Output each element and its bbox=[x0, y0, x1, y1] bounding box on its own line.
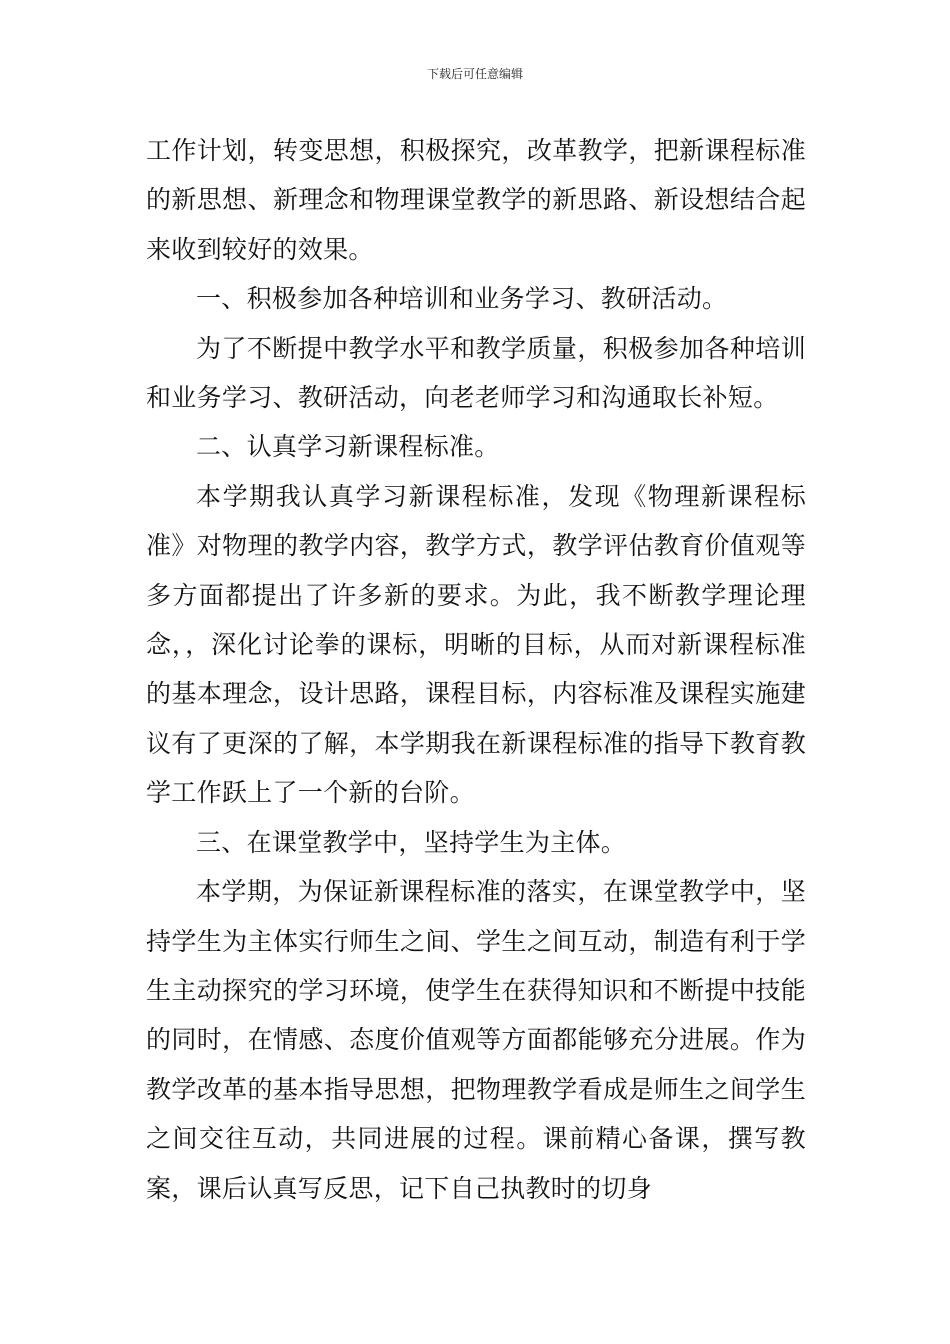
paragraph-training: 为了不断提中教学水平和教学质量，积极参加各种培训和业务学习、教研活动，向老老师学习和沟通取长补短。 bbox=[146, 333, 806, 413]
section-heading-2: 二、认真学习新课程标准。 bbox=[196, 432, 500, 462]
document-body bbox=[146, 126, 806, 1213]
page-header: 下载后可任意编辑 bbox=[426, 67, 523, 81]
section-heading-1: 一、积极参加各种培训和业务学习、教研活动。 bbox=[196, 284, 728, 314]
section-heading-3: 三、在课堂教学中，坚持学生为主体。 bbox=[196, 827, 627, 857]
paragraph-continuation: 工作计划，转变思想，积极探究，改革教学，把新课程标准的新思想、新理念和物理课堂教学的新思路、新设想结合起来收到较好的效果。 bbox=[146, 136, 806, 264]
paragraph-student-centered: 本学期，为保证新课程标准的落实，在课堂教学中，坚持学生为主体实行师生之间、学生之间互动，制造有利于学生主动探究的学习环境，使学生在获得知识和不断提中技能的同时，在情感、态度价值观等方面都能够充分进展。作为教学改革的基本指导思想，把物理教学看成是师生之间学生之间交往互动，共同进展的过程。课前精心备课，撰写教案，课后认真写反思，记下自己执教时的切身 bbox=[146, 877, 806, 1203]
paragraph-curriculum-standards: 本学期我认真学习新课程标准，发现《物理新课程标准》对物理的教学内容，教学方式，教学评估教育价值观等多方面都提出了许多新的要求。为此，我不断教学理论理念，，深化讨论拳的课标，明晰的目标，从而对新课程标准的基本理念，设计思路，课程目标，内容标准及课程实施建议有了更深的了解，本学期我在新课程标准的指导下教育教学工作跃上了一个新的台阶。 bbox=[146, 481, 806, 808]
